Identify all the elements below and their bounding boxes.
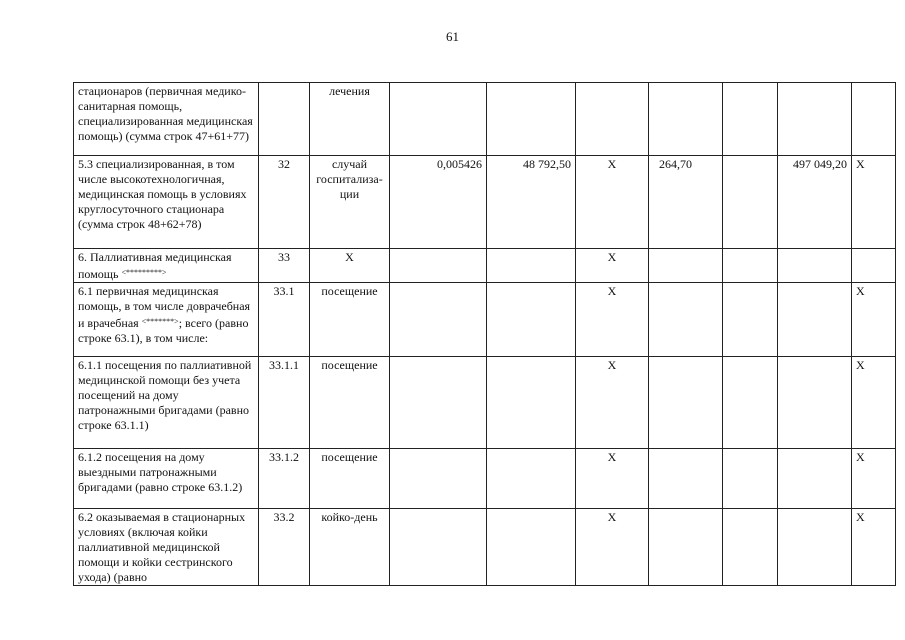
row-name: 6.1.1 посещения по паллиативной медицинской помощи без учета посещений на дому патронажными бригадами (равно строке 63.1.1) — [74, 357, 259, 449]
row-unit: посещение — [310, 357, 390, 449]
cell-c9 — [778, 449, 852, 509]
row-name-text: 6. Паллиативная медицинская помощь — [78, 250, 232, 281]
financing-table — [73, 82, 896, 586]
cell-c7 — [649, 283, 723, 357]
cell-c7 — [649, 357, 723, 449]
cell-c6: Х — [576, 357, 649, 449]
cell-c10: Х — [852, 283, 896, 357]
row-number: 33 — [259, 249, 310, 283]
cell-c4 — [390, 283, 487, 357]
cell-c5 — [487, 449, 576, 509]
cell-c10: Х — [852, 449, 896, 509]
row-number — [259, 83, 310, 156]
row-number: 33.1.1 — [259, 357, 310, 449]
row-name: стационаров (первичная медико-санитарная помощь, специализированная медицинская помощь) (сумма строк 47+61+77) — [74, 83, 259, 156]
cell-c7 — [649, 449, 723, 509]
row-unit: койко-день — [310, 509, 390, 586]
table-row — [74, 509, 896, 586]
row-name-tail: ; всего (равно строке 63.1), в том числе: — [78, 316, 249, 345]
cell-c9 — [778, 357, 852, 449]
row-number: 33.1.2 — [259, 449, 310, 509]
cell-c4: 0,005426 — [390, 156, 487, 249]
row-number: 33.2 — [259, 509, 310, 586]
table-row — [74, 283, 896, 357]
row-name — [74, 283, 259, 357]
cell-c4 — [390, 249, 487, 283]
cell-c6: Х — [576, 509, 649, 586]
row-name: 6.2 оказываемая в стационарных условиях (включая койки паллиативной медицинской помощи и койки сестринского ухода) (равно — [74, 509, 259, 586]
row-name-text: 6.1 первичная медицинская помощь, в том числе доврачебная и врачебная — [78, 284, 251, 330]
cell-c8 — [723, 83, 778, 156]
cell-c8 — [723, 449, 778, 509]
cell-c9 — [778, 283, 852, 357]
cell-c4 — [390, 449, 487, 509]
cell-c6: Х — [576, 156, 649, 249]
cell-c10: Х — [852, 509, 896, 586]
cell-c5 — [487, 249, 576, 283]
cell-c6: Х — [576, 249, 649, 283]
cell-c9 — [778, 249, 852, 283]
table-row — [74, 357, 896, 449]
page-number: 61 — [446, 29, 459, 44]
table-row — [74, 449, 896, 509]
row-unit: посещение — [310, 449, 390, 509]
row-name: 5.3 специализированная, в том числе высокотехнологичная, медицинская помощь в условиях круглосуточного стационара (сумма строк 48+62+78) — [74, 156, 259, 249]
cell-c7 — [649, 249, 723, 283]
cell-c10: Х — [852, 156, 896, 249]
cell-c5 — [487, 509, 576, 586]
cell-c7 — [649, 83, 723, 156]
cell-c8 — [723, 357, 778, 449]
table-row — [74, 83, 896, 156]
cell-c8 — [723, 283, 778, 357]
cell-c8 — [723, 509, 778, 586]
cell-c6: Х — [576, 449, 649, 509]
row-name — [74, 249, 259, 283]
cell-c6 — [576, 83, 649, 156]
cell-c5: 48 792,50 — [487, 156, 576, 249]
cell-c5 — [487, 357, 576, 449]
row-unit: Х — [310, 249, 390, 283]
table-row — [74, 249, 896, 283]
cell-c10 — [852, 249, 896, 283]
cell-c6: Х — [576, 283, 649, 357]
cell-c5 — [487, 83, 576, 156]
row-unit: случай госпитализа-ции — [310, 156, 390, 249]
table-row — [74, 156, 896, 249]
row-number: 33.1 — [259, 283, 310, 357]
row-unit: посещение — [310, 283, 390, 357]
cell-c10 — [852, 83, 896, 156]
cell-c4 — [390, 509, 487, 586]
footnote-mark: <*******> — [141, 317, 179, 326]
cell-c8 — [723, 249, 778, 283]
cell-c4 — [390, 83, 487, 156]
row-number: 32 — [259, 156, 310, 249]
cell-c4 — [390, 357, 487, 449]
cell-c9 — [778, 83, 852, 156]
row-unit: лечения — [310, 83, 390, 156]
cell-c7 — [649, 509, 723, 586]
cell-c8 — [723, 156, 778, 249]
footnote-mark: <*********> — [121, 268, 167, 277]
cell-c5 — [487, 283, 576, 357]
cell-c9 — [778, 509, 852, 586]
row-name: 6.1.2 посещения на дому выездными патронажными бригадами (равно строке 63.1.2) — [74, 449, 259, 509]
cell-c7: 264,70 — [649, 156, 723, 249]
cell-c10: Х — [852, 357, 896, 449]
cell-c9: 497 049,20 — [778, 156, 852, 249]
